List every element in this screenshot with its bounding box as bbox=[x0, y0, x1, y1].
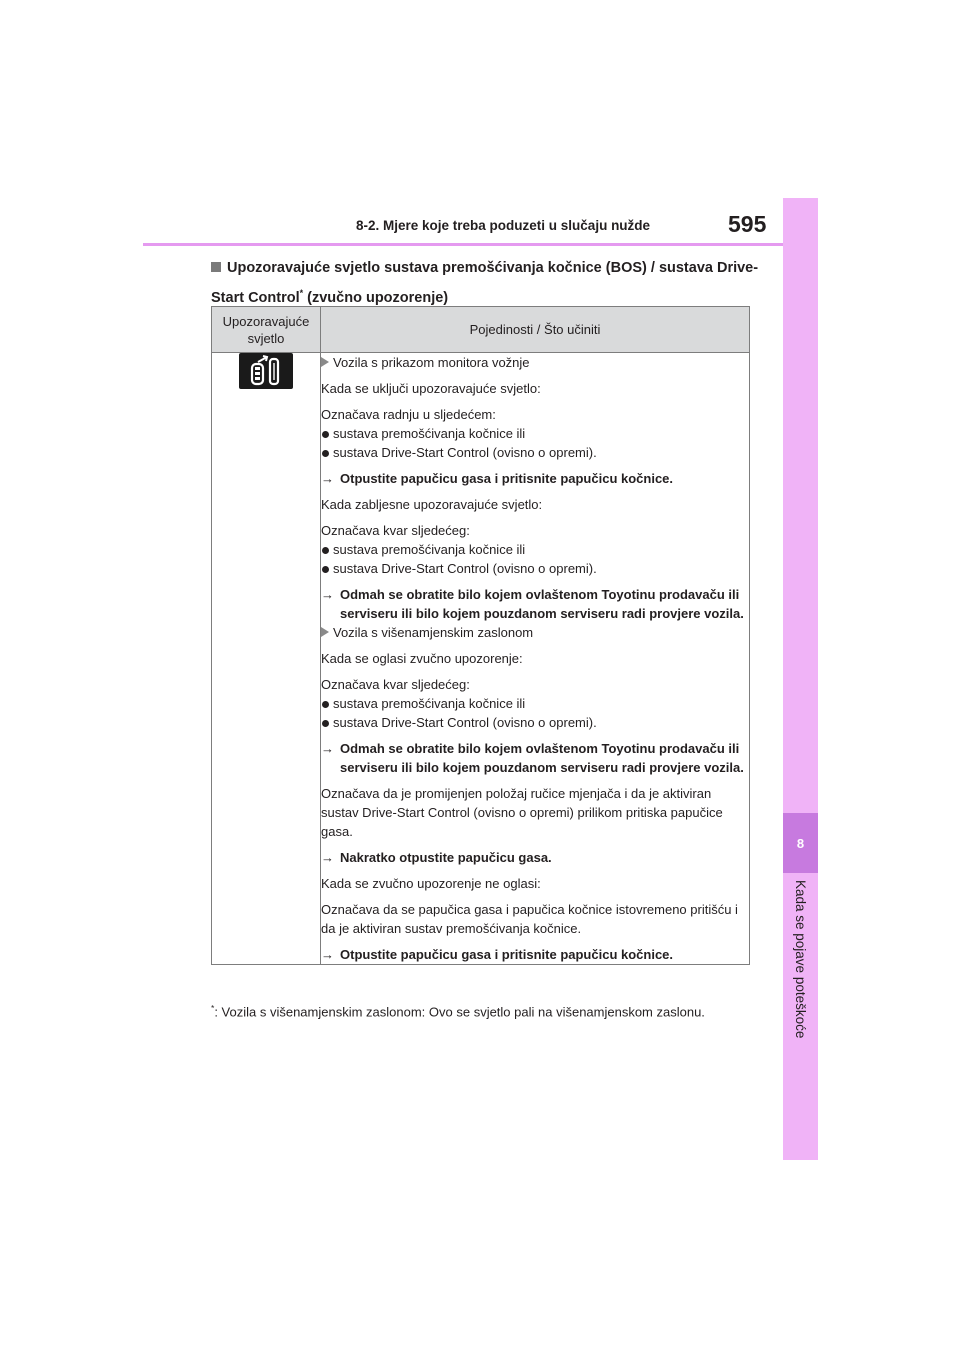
list-item: sustava Drive-Start Control (ovisno o opremi). bbox=[321, 713, 749, 732]
list-item: Vozila s prikazom monitora vožnje bbox=[321, 353, 749, 372]
col-header-details: Pojedinosti / Što učiniti bbox=[321, 307, 750, 353]
section-heading bbox=[211, 256, 771, 311]
section-title-main: Upozoravajuće svjetlo sustava premošćivanja kočnice (BOS) / sustava Drive-Start Control bbox=[211, 260, 759, 306]
warning-light-cell bbox=[212, 353, 321, 965]
table-row bbox=[212, 353, 750, 965]
bullet-icon bbox=[322, 720, 329, 727]
triangle-marker-icon bbox=[321, 627, 329, 637]
chapter-side-label bbox=[783, 880, 818, 1080]
square-bullet-icon bbox=[211, 262, 221, 272]
page-number: 595 bbox=[728, 211, 767, 237]
col-header-warning-light: Upozoravajuće svjetlo bbox=[212, 307, 321, 353]
triangle-marker-icon bbox=[321, 357, 329, 367]
action-item: → Odmah se obratite bilo kojem ovlaštenom Toyotinu prodavaču ili serviseru ili bilo kojem pouzdanom serviseru radi provjere vozila. bbox=[321, 587, 744, 621]
list-item: Označava kvar sljedećeg: bbox=[321, 523, 470, 538]
arrow-icon: → bbox=[321, 471, 334, 486]
chapter-title: Kada se pojave poteškoće bbox=[793, 880, 808, 1039]
list-item: sustava Drive-Start Control (ovisno o opremi). bbox=[321, 559, 749, 578]
list-item: Kada se uključi upozoravajuće svjetlo: bbox=[321, 381, 541, 396]
action-item: → Odmah se obratite bilo kojem ovlaštenom Toyotinu prodavaču ili serviseru ili bilo kojem pouzdanom serviseru radi provjere vozila. bbox=[321, 741, 744, 775]
header-divider bbox=[143, 243, 788, 246]
section-title-footnote-mark: * bbox=[299, 288, 304, 298]
arrow-icon: → bbox=[321, 741, 334, 756]
list-item: Označava da je promijenjen položaj ručice mjenjača i da je aktiviran sustav Drive-Start Control (ovisno o opremi) prilikom pritiska papučice gasa. bbox=[321, 786, 723, 839]
action-item: → Otpustite papučicu gasa i pritisnite papučicu kočnice. bbox=[321, 947, 674, 962]
table-header-row bbox=[212, 307, 750, 353]
arrow-icon: → bbox=[321, 947, 334, 962]
list-item: Označava da se papučica gasa i papučica kočnice istovremeno pritišću i da je aktiviran sustav premošćivanja kočnice. bbox=[321, 902, 738, 936]
footnote-text: : Vozila s višenamjenskim zaslonom: Ovo se svjetlo pali na višenamjenskom zaslonu. bbox=[214, 1004, 705, 1020]
list-item: sustava Drive-Start Control (ovisno o opremi). bbox=[321, 443, 749, 462]
running-header: 8-2. Mjere koje treba poduzeti u slučaju nužde bbox=[356, 218, 651, 233]
footnote-mark: * bbox=[211, 1003, 215, 1013]
list-item: sustava premošćivanja kočnice ili bbox=[321, 540, 749, 559]
action-item: → Nakratko otpustite papučicu gasa. bbox=[321, 850, 552, 865]
list-item: Kada se oglasi zvučno upozorenje: bbox=[321, 651, 523, 666]
warning-light-table bbox=[211, 306, 750, 965]
footnote bbox=[211, 1003, 705, 1019]
list-item: Označava kvar sljedećeg: bbox=[321, 677, 470, 692]
bullet-icon bbox=[322, 566, 329, 573]
list-item: Kada zabljesne upozoravajuće svjetlo: bbox=[321, 497, 543, 512]
brake-override-warning-icon bbox=[239, 353, 293, 389]
arrow-icon: → bbox=[321, 850, 334, 865]
action-item: → Otpustite papučicu gasa i pritisnite papučicu kočnice. bbox=[321, 471, 674, 486]
bullet-icon bbox=[322, 450, 329, 457]
arrow-icon: → bbox=[321, 587, 334, 602]
bullet-icon bbox=[322, 431, 329, 438]
list-item: Označava radnju u sljedećem: bbox=[321, 407, 496, 422]
list-item: Vozila s višenamjenskim zaslonom bbox=[321, 623, 749, 642]
list-item: sustava premošćivanja kočnice ili bbox=[321, 424, 749, 443]
chapter-number-box: 8 bbox=[783, 813, 818, 873]
bullet-icon bbox=[322, 547, 329, 554]
bullet-icon bbox=[322, 701, 329, 708]
details-cell bbox=[321, 353, 750, 965]
list-item: Kada se zvučno upozorenje ne oglasi: bbox=[321, 876, 541, 891]
list-item: sustava premošćivanja kočnice ili bbox=[321, 694, 749, 713]
section-title-suffix: (zvučno upozorenje) bbox=[303, 289, 449, 306]
